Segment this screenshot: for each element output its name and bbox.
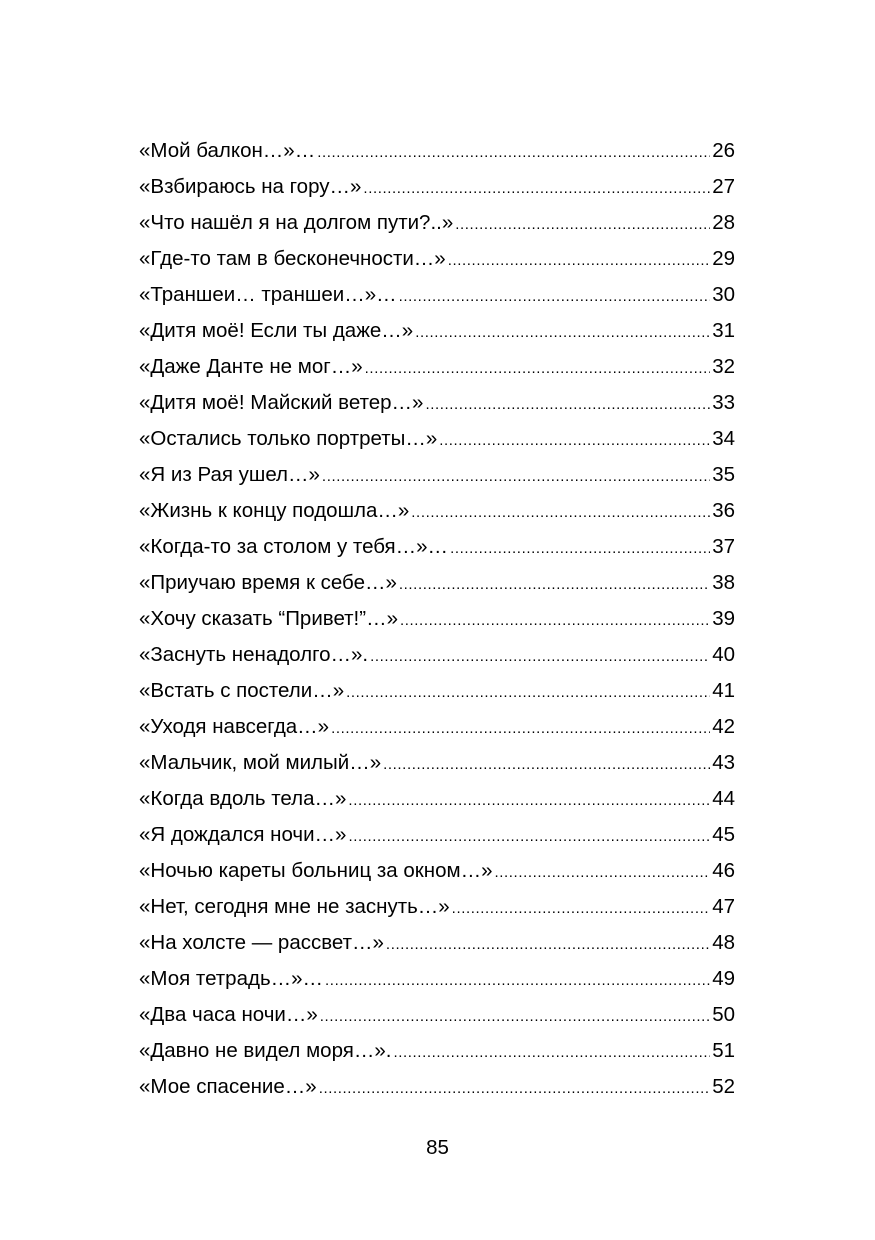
page-number: 85: [426, 1136, 449, 1159]
toc-dot-leader: [322, 459, 710, 495]
toc-entry-page: 39: [712, 607, 735, 630]
toc-dot-leader: [393, 1035, 710, 1071]
toc-entry: [139, 637, 735, 673]
toc-entry: [139, 205, 735, 241]
toc-dot-leader: [319, 1071, 711, 1107]
toc-entry-page: 33: [712, 391, 735, 414]
toc-entry: [139, 925, 735, 961]
toc-entry-title: «Мое спасение…»: [139, 1075, 317, 1098]
toc-entry-page: 40: [712, 643, 735, 666]
toc-entry-page: 38: [712, 571, 735, 594]
toc-dot-leader: [348, 783, 710, 819]
toc-entry-title: «Дитя моё! Если ты даже…»: [139, 319, 414, 342]
toc-entry: [139, 493, 735, 529]
toc-entry: [139, 745, 735, 781]
toc-dot-leader: [320, 999, 710, 1035]
toc-entry-page: 51: [712, 1039, 735, 1062]
toc-entry-title: «Дитя моё! Майский ветер…»: [139, 391, 424, 414]
toc-entry-title: «Траншеи… траншеи…»…: [139, 283, 397, 306]
toc-entry-title: «Встать с постели…»: [139, 679, 345, 702]
toc-entry-title: «Нет, сегодня мне не заснуть…»: [139, 895, 450, 918]
toc-entry: [139, 529, 735, 565]
toc-entry-page: 43: [712, 751, 735, 774]
toc-entry: [139, 961, 735, 997]
toc-entry: [139, 313, 735, 349]
toc-dot-leader: [348, 819, 710, 855]
toc-entry-title: «Жизнь к концу подошла…»: [139, 499, 410, 522]
toc-entry-title: «Когда вдоль тела…»: [139, 787, 347, 810]
toc-entry-page: 37: [712, 535, 735, 558]
toc-dot-leader: [331, 711, 710, 747]
toc-entry-page: 46: [712, 859, 735, 882]
toc-entry-page: 30: [712, 283, 735, 306]
toc-entry: [139, 565, 735, 601]
toc-entry-title: «Уходя навсегда…»: [139, 715, 330, 738]
toc-entry-page: 34: [712, 427, 735, 450]
toc-dot-leader: [346, 675, 710, 711]
toc-entry: [139, 853, 735, 889]
toc-dot-leader: [325, 963, 710, 999]
toc-entry-page: 49: [712, 967, 735, 990]
toc-entry-page: 42: [712, 715, 735, 738]
toc-entry: [139, 889, 735, 925]
toc-dot-leader: [370, 639, 710, 675]
toc-entry-page: 35: [712, 463, 735, 486]
toc-dot-leader: [399, 567, 710, 603]
toc-entry: [139, 709, 735, 745]
toc-dot-leader: [411, 495, 710, 531]
toc-dot-leader: [415, 315, 710, 351]
toc-entry-page: 28: [712, 211, 735, 234]
toc-entry-title: «Что нашёл я на долгом пути?..»: [139, 211, 454, 234]
toc-dot-leader: [450, 531, 710, 567]
toc-entry-page: 32: [712, 355, 735, 378]
toc-entry-page: 44: [712, 787, 735, 810]
toc-entry-page: 31: [712, 319, 735, 342]
toc-entry: [139, 169, 735, 205]
toc-entry-page: 45: [712, 823, 735, 846]
toc-entry-title: «Остались только портреты…»: [139, 427, 438, 450]
toc-dot-leader: [383, 747, 710, 783]
toc-entry: [139, 997, 735, 1033]
toc-entry-title: «Взбираюсь на гору…»: [139, 175, 362, 198]
toc-dot-leader: [439, 423, 710, 459]
toc-dot-leader: [365, 351, 711, 387]
toc-entry-title: «Давно не видел моря…».: [139, 1039, 392, 1062]
toc-entry-title: «Заснуть ненадолго…».: [139, 643, 369, 666]
toc-entry-page: 29: [712, 247, 735, 270]
toc-entry-page: 27: [712, 175, 735, 198]
toc-dot-leader: [400, 603, 710, 639]
toc-entry-title: «Я дождался ночи…»: [139, 823, 347, 846]
toc-dot-leader: [363, 171, 710, 207]
toc-entry-title: «Моя тетрадь…»…: [139, 967, 324, 990]
toc-entry: [139, 817, 735, 853]
toc-entry: [139, 781, 735, 817]
toc-entry-page: 47: [712, 895, 735, 918]
toc-dot-leader: [448, 243, 710, 279]
toc-entry-page: 41: [712, 679, 735, 702]
toc-entry-title: «Мой балкон…»…: [139, 139, 316, 162]
toc-dot-leader: [494, 855, 710, 891]
toc-entry-page: 36: [712, 499, 735, 522]
toc-entry-title: «Когда-то за столом у тебя…»…: [139, 535, 449, 558]
toc-dot-leader: [317, 135, 710, 171]
toc-entry: [139, 601, 735, 637]
toc-entry: [139, 1033, 735, 1069]
toc-entry: [139, 673, 735, 709]
toc-entry-title: «Где-то там в бесконечности…»: [139, 247, 446, 270]
toc-entry-title: «Два часа ночи…»: [139, 1003, 318, 1026]
toc-entry-title: «Приучаю время к себе…»: [139, 571, 397, 594]
toc-dot-leader: [386, 927, 710, 963]
toc-dot-leader: [455, 207, 710, 243]
toc-entry: [139, 349, 735, 385]
toc-entry: [139, 277, 735, 313]
toc-entry-title: «Хочу сказать “Привет!”…»: [139, 607, 398, 630]
toc-entry-page: 48: [712, 931, 735, 954]
toc-dot-leader: [399, 279, 711, 315]
toc-entry: [139, 241, 735, 277]
toc-entry: [139, 457, 735, 493]
table-of-contents: [139, 133, 735, 1105]
toc-entry: [139, 385, 735, 421]
toc-dot-leader: [452, 891, 711, 927]
toc-entry-title: «Ночью кареты больниц за окном…»: [139, 859, 493, 882]
toc-entry-page: 26: [712, 139, 735, 162]
toc-entry-page: 52: [712, 1075, 735, 1098]
toc-entry: [139, 133, 735, 169]
toc-entry-title: «Мальчик, мой милый…»: [139, 751, 382, 774]
toc-dot-leader: [425, 387, 710, 423]
toc-entry-title: «Я из Рая ушел…»: [139, 463, 320, 486]
toc-entry-title: «Даже Данте не мог…»: [139, 355, 363, 378]
toc-entry-title: «На холсте — рассвет…»: [139, 931, 384, 954]
toc-entry: [139, 1069, 735, 1105]
toc-entry-page: 50: [712, 1003, 735, 1026]
toc-entry: [139, 421, 735, 457]
